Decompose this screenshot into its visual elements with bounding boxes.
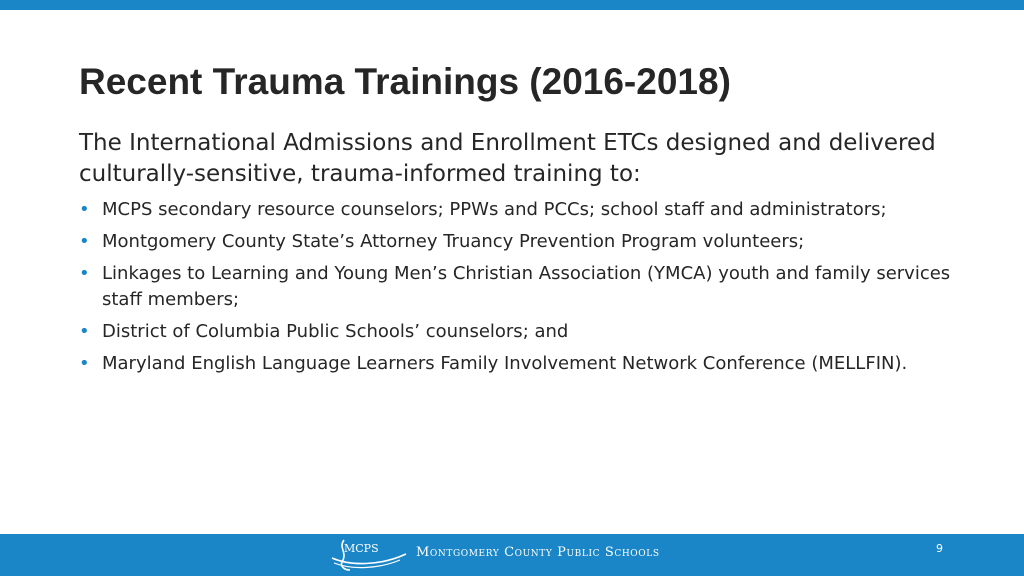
bullet-text: Linkages to Learning and Young Men’s Christian Association (YMCA) youth and family services staff members; — [102, 263, 951, 310]
bullet-item — [79, 229, 979, 255]
bullet-dot-icon: • — [79, 353, 90, 374]
bullet-dot-icon: • — [79, 231, 90, 252]
bullet-item — [79, 351, 979, 377]
bullet-dot-icon: • — [79, 263, 90, 284]
intro-paragraph: The International Admissions and Enrollment ETCs designed and delivered culturally-sensitive, trauma-informed training to: — [79, 130, 936, 187]
logo-text: MCPS — [344, 542, 379, 555]
bullet-item — [79, 319, 979, 345]
top-accent-bar — [0, 0, 1024, 10]
bullet-dot-icon: • — [79, 321, 90, 342]
bullet-text: District of Columbia Public Schools’ counselors; and — [102, 321, 569, 342]
bullet-dot-icon: • — [79, 199, 90, 220]
bullet-item — [79, 197, 979, 223]
bullet-text: Montgomery County State’s Attorney Truancy Prevention Program volunteers; — [102, 231, 805, 252]
mcps-logo — [330, 536, 408, 574]
bullet-list — [79, 197, 979, 383]
organization-name: Montgomery County Public Schools — [416, 545, 660, 560]
bullet-text: Maryland English Language Learners Family Involvement Network Conference (MELLFIN). — [102, 353, 908, 374]
bullet-item — [79, 261, 979, 313]
bullet-text: MCPS secondary resource counselors; PPWs and PCCs; school staff and administrators; — [102, 199, 887, 220]
slide-title: Recent Trauma Trainings (2016-2018) — [79, 61, 731, 102]
page-number: 9 — [936, 542, 943, 555]
